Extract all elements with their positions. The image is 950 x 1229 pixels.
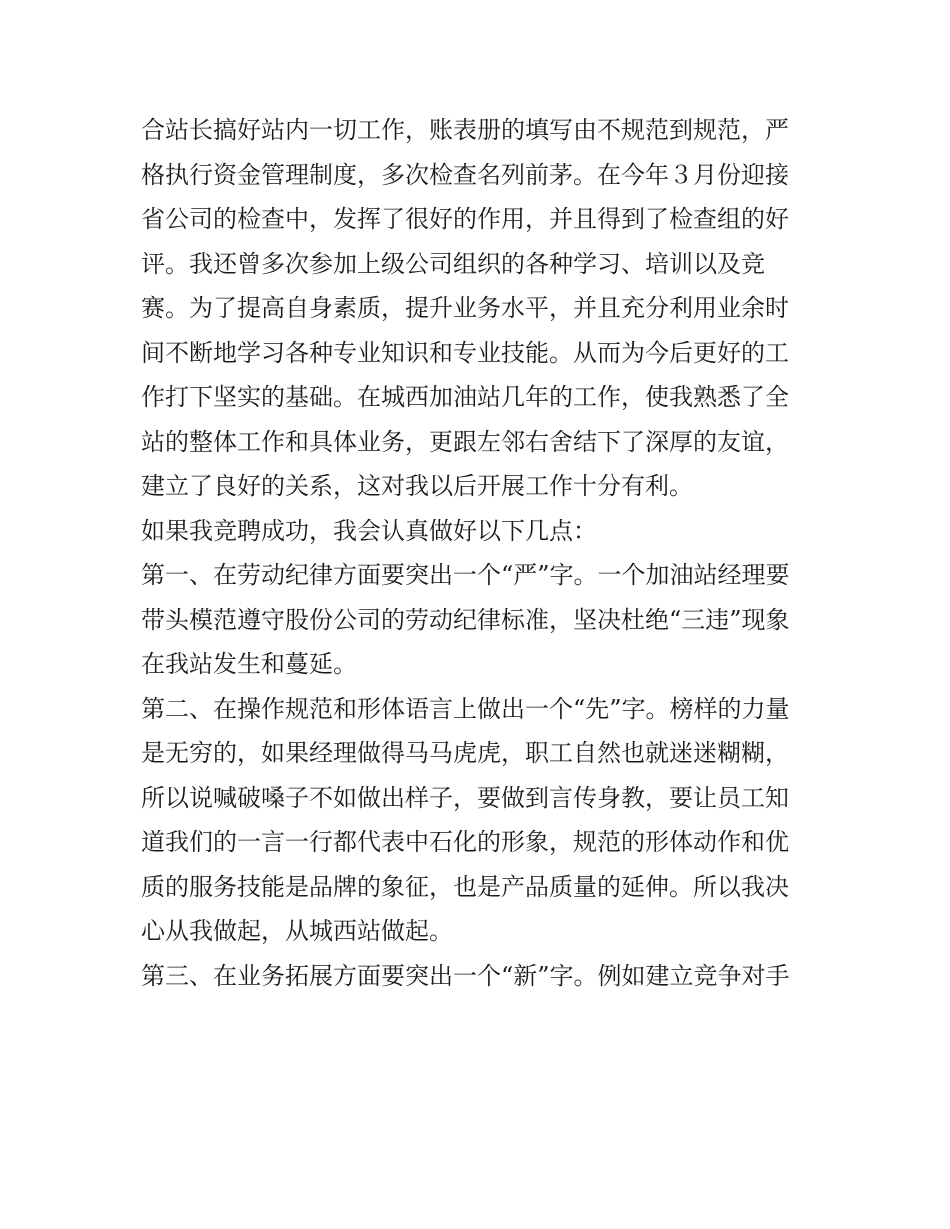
text-line: 质的服务技能是品牌的象征，也是产品质量的延伸。所以我决 bbox=[141, 872, 789, 901]
text-line: 赛。为了提高自身素质，提升业务水平，并且充分利用业余时 bbox=[141, 294, 789, 322]
text-line: 作打下坚实的基础。在城西加油站几年的工作，使我熟悉了全 bbox=[141, 383, 789, 411]
text-line: 格执行资金管理制度，多次检查名列前茅。在今年３月份迎接 bbox=[141, 160, 789, 189]
text-line: 是无穷的，如果经理做得马马虎虎，职工自然也就迷迷糊糊， bbox=[141, 739, 789, 767]
text-line: 心从我做起，从城西站做起。 bbox=[141, 917, 453, 945]
text-line: 带头模范遵守股份公司的劳动纪律标准，坚决杜绝“三违”现象 bbox=[141, 605, 790, 634]
text-line: 道我们的一言一行都代表中石化的形象，规范的形体动作和优 bbox=[141, 828, 789, 856]
text-line: 在我站发生和蔓延。 bbox=[141, 650, 357, 678]
text-line: 第三、在业务拓展方面要突出一个“新”字。例如建立竞争对手 bbox=[141, 961, 790, 990]
document-body bbox=[141, 108, 813, 998]
text-line: 所以说喊破嗓子不如做出样子，要做到言传身教，要让员工知 bbox=[141, 783, 789, 812]
text-line: 如果我竞聘成功，我会认真做好以下几点： bbox=[141, 516, 597, 545]
text-line: 评。我还曾多次参加上级公司组织的各种学习、培训以及竞 bbox=[141, 249, 765, 278]
text-line: 第一、在劳动纪律方面要突出一个“严”字。一个加油站经理要 bbox=[141, 561, 790, 589]
text-line: 建立了良好的关系，这对我以后开展工作十分有利。 bbox=[141, 472, 693, 500]
text-line: 第二、在操作规范和形体语言上做出一个“先”字。榜样的力量 bbox=[141, 694, 790, 723]
text-line: 合站长搞好站内一切工作，账表册的填写由不规范到规范，严 bbox=[141, 116, 789, 144]
text-line: 省公司的检查中，发挥了很好的作用，并且得到了检查组的好 bbox=[141, 205, 789, 233]
text-line: 间不断地学习各种专业知识和专业技能。从而为今后更好的工 bbox=[141, 338, 789, 367]
text-line: 站的整体工作和具体业务，更跟左邻右舍结下了深厚的友谊， bbox=[141, 427, 789, 456]
